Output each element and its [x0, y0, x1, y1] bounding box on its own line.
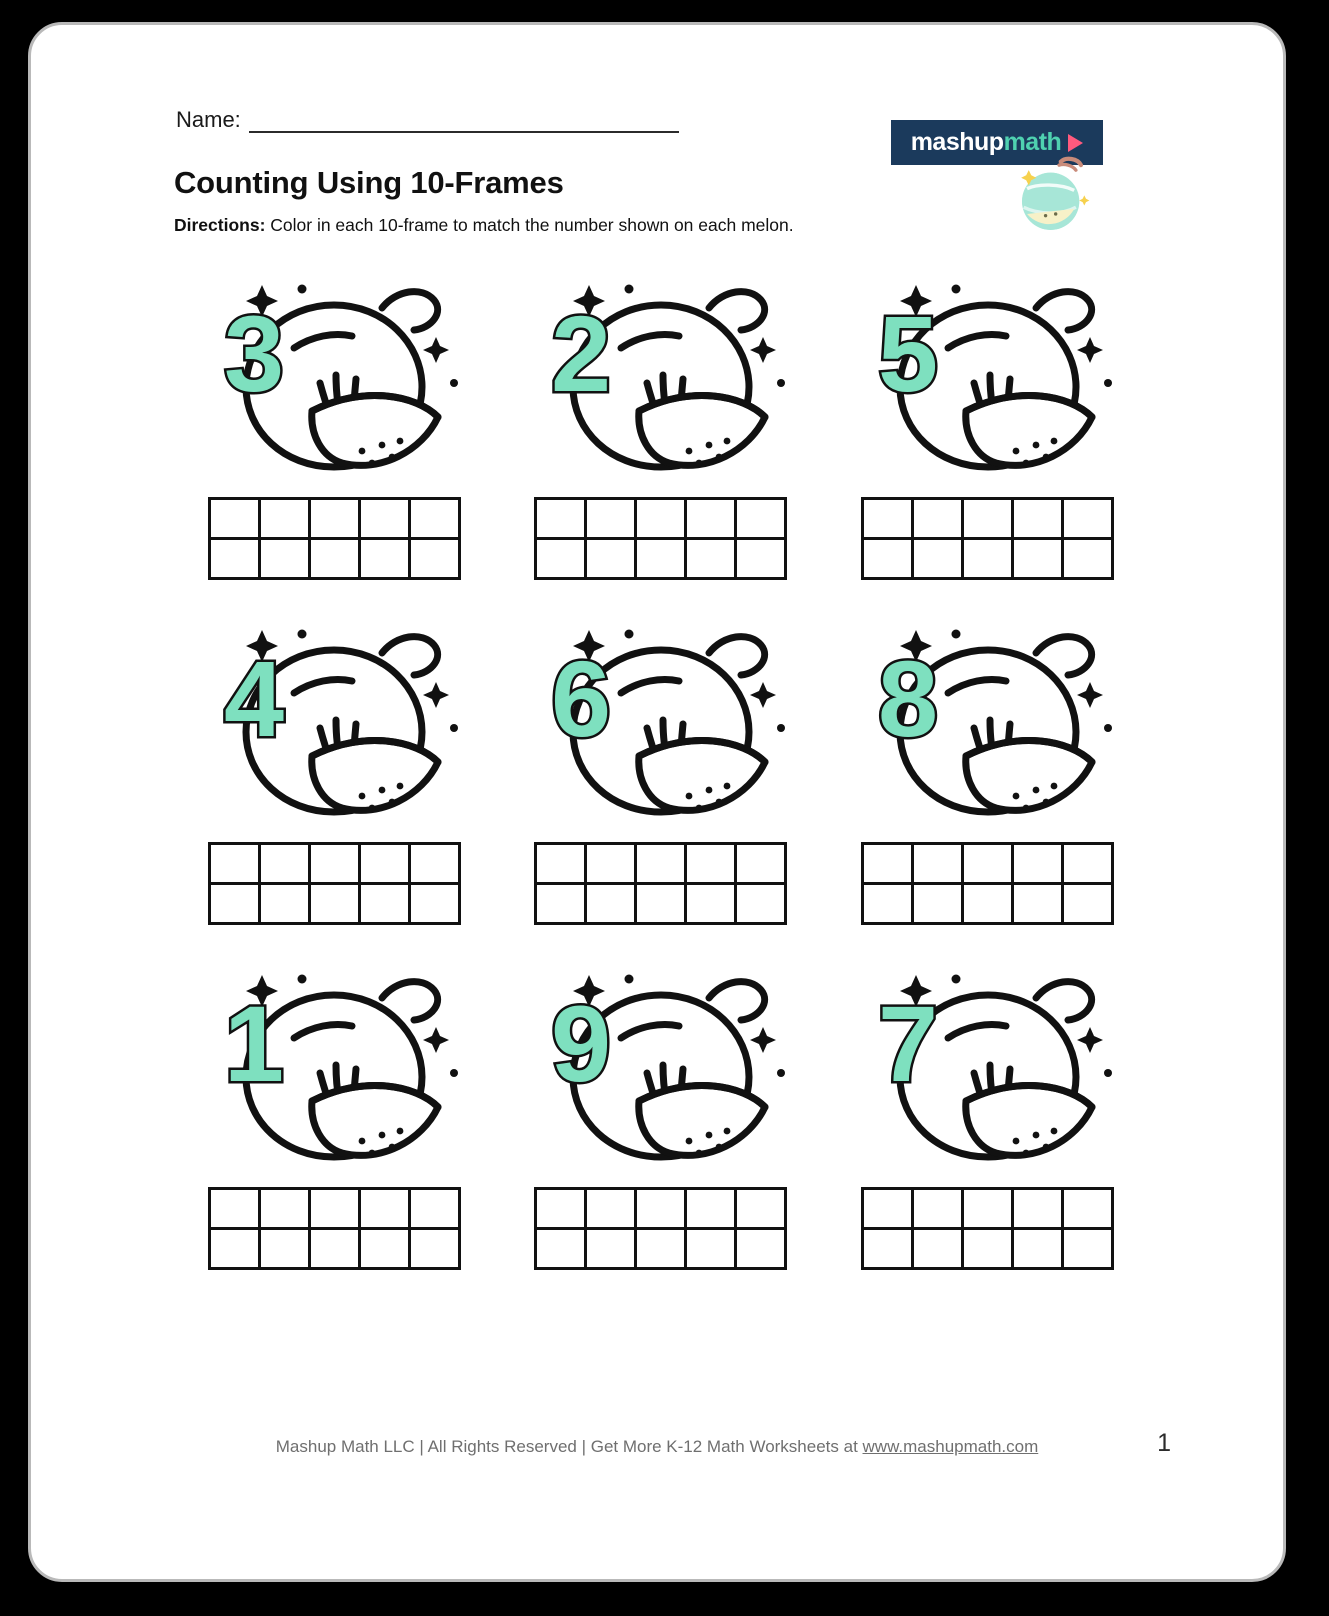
ten-frame-cell[interactable] — [361, 885, 411, 925]
melon-illustration — [511, 608, 811, 838]
ten-frame-cell[interactable] — [361, 1230, 411, 1270]
ten-frame-cell[interactable] — [211, 500, 261, 540]
melon-number: 6 — [550, 638, 612, 759]
ten-frame-cell[interactable] — [587, 500, 637, 540]
brand-logo[interactable] — [891, 103, 1131, 243]
page-number: 1 — [1157, 1429, 1171, 1457]
ten-frame-cell[interactable] — [964, 1190, 1014, 1230]
ten-frame-cell[interactable] — [914, 885, 964, 925]
ten-frame-cell[interactable] — [587, 1190, 637, 1230]
logo-text-mashup: mashup — [910, 128, 1004, 156]
ten-frame-cell[interactable] — [1064, 1230, 1114, 1270]
ten-frame-cell[interactable] — [1014, 500, 1064, 540]
melon-number: 1 — [224, 983, 285, 1104]
ten-frame-cell[interactable] — [1064, 885, 1114, 925]
problem-cell — [824, 263, 1151, 580]
ten-frame-cell[interactable] — [311, 540, 361, 580]
ten-frame-cell[interactable] — [914, 540, 964, 580]
problem-cell — [171, 608, 498, 925]
problem-cell — [171, 953, 498, 1270]
melon-illustration — [838, 953, 1138, 1183]
logo-text — [911, 128, 1062, 157]
worksheet-sheet — [31, 25, 1283, 1579]
ten-frame-cell[interactable] — [687, 500, 737, 540]
ten-frame-cell[interactable] — [311, 845, 361, 885]
ten-frame-cell[interactable] — [1014, 540, 1064, 580]
ten-frame-cell[interactable] — [361, 1190, 411, 1230]
melon-number: 7 — [877, 983, 938, 1104]
ten-frame-cell[interactable] — [637, 1230, 687, 1270]
ten-frame-cell[interactable] — [737, 1230, 787, 1270]
problems-grid — [171, 263, 1151, 1270]
ten-frame-cell[interactable] — [964, 885, 1014, 925]
globe-watermelon-icon — [1011, 155, 1097, 235]
melon-illustration — [511, 953, 811, 1183]
ten-frame-cell[interactable] — [1064, 540, 1114, 580]
ten-frame-cell[interactable] — [914, 845, 964, 885]
ten-frame-cell[interactable] — [211, 1230, 261, 1270]
ten-frame-cell[interactable] — [311, 1190, 361, 1230]
ten-frame-cell[interactable] — [361, 500, 411, 540]
ten-frame-cell[interactable] — [687, 540, 737, 580]
ten-frame-cell[interactable] — [864, 1190, 914, 1230]
ten-frame[interactable] — [861, 497, 1114, 580]
ten-frame-cell[interactable] — [211, 540, 261, 580]
ten-frame-cell[interactable] — [864, 845, 914, 885]
ten-frame-cell[interactable] — [637, 540, 687, 580]
ten-frame-cell[interactable] — [687, 1190, 737, 1230]
directions-text: Color in each 10-frame to match the number shown on each melon. — [265, 215, 794, 235]
ten-frame-cell[interactable] — [587, 885, 637, 925]
ten-frame-cell[interactable] — [964, 500, 1014, 540]
melon-number: 5 — [877, 293, 938, 414]
melon-illustration — [184, 953, 484, 1183]
worksheet-page — [28, 22, 1286, 1582]
melon-number: 4 — [224, 638, 285, 759]
ten-frame-cell[interactable] — [411, 1230, 461, 1270]
melon-illustration — [511, 263, 811, 493]
ten-frame-cell[interactable] — [637, 500, 687, 540]
ten-frame-cell[interactable] — [411, 885, 461, 925]
ten-frame-cell[interactable] — [211, 845, 261, 885]
ten-frame-cell[interactable] — [1014, 845, 1064, 885]
ten-frame[interactable] — [534, 497, 787, 580]
melon-illustration — [838, 608, 1138, 838]
ten-frame-cell[interactable] — [864, 540, 914, 580]
ten-frame-cell[interactable] — [964, 540, 1014, 580]
problem-cell — [171, 263, 498, 580]
ten-frame[interactable] — [534, 1187, 787, 1270]
ten-frame-cell[interactable] — [311, 1230, 361, 1270]
ten-frame-cell[interactable] — [411, 1190, 461, 1230]
ten-frame-cell[interactable] — [1014, 885, 1064, 925]
ten-frame-cell[interactable] — [914, 1190, 964, 1230]
melon-number: 8 — [877, 638, 938, 759]
play-triangle-icon — [1068, 134, 1083, 152]
ten-frame-cell[interactable] — [964, 1230, 1014, 1270]
ten-frame[interactable] — [534, 842, 787, 925]
melon-illustration — [838, 263, 1138, 493]
ten-frame-cell[interactable] — [261, 500, 311, 540]
ten-frame-cell[interactable] — [537, 540, 587, 580]
melon-illustration — [184, 608, 484, 838]
ten-frame-cell[interactable] — [687, 885, 737, 925]
ten-frame-cell[interactable] — [537, 1230, 587, 1270]
ten-frame[interactable] — [208, 842, 461, 925]
ten-frame-cell[interactable] — [914, 500, 964, 540]
ten-frame-cell[interactable] — [587, 1230, 637, 1270]
problem-cell — [824, 953, 1151, 1270]
ten-frame-cell[interactable] — [261, 885, 311, 925]
ten-frame-cell[interactable] — [914, 1230, 964, 1270]
ten-frame-cell[interactable] — [1064, 500, 1114, 540]
ten-frame-cell[interactable] — [361, 845, 411, 885]
ten-frame-cell[interactable] — [261, 1190, 311, 1230]
problem-cell — [498, 953, 825, 1270]
ten-frame-cell[interactable] — [737, 885, 787, 925]
ten-frame-cell[interactable] — [411, 540, 461, 580]
ten-frame-cell[interactable] — [964, 845, 1014, 885]
ten-frame-cell[interactable] — [864, 885, 914, 925]
ten-frame[interactable] — [861, 1187, 1114, 1270]
ten-frame-cell[interactable] — [687, 1230, 737, 1270]
ten-frame-cell[interactable] — [737, 540, 787, 580]
ten-frame-cell[interactable] — [864, 500, 914, 540]
logo-text-math: math — [1003, 128, 1062, 156]
ten-frame[interactable] — [208, 1187, 461, 1270]
melon-number: 2 — [550, 293, 612, 414]
footer-text: Mashup Math LLC | All Rights Reserved | Get More K-12 Math Worksheets at — [275, 1437, 863, 1456]
ten-frame-cell[interactable] — [411, 845, 461, 885]
melon-illustration — [184, 263, 484, 493]
ten-frame-cell[interactable] — [637, 845, 687, 885]
ten-frame-cell[interactable] — [537, 500, 587, 540]
problem-cell — [824, 608, 1151, 925]
ten-frame-cell[interactable] — [211, 885, 261, 925]
ten-frame[interactable] — [861, 842, 1114, 925]
ten-frame-cell[interactable] — [1014, 1190, 1064, 1230]
ten-frame-cell[interactable] — [737, 845, 787, 885]
ten-frame[interactable] — [208, 497, 461, 580]
name-field-row — [176, 107, 679, 133]
footer-link[interactable]: www.mashupmath.com — [862, 1437, 1039, 1456]
ten-frame-cell[interactable] — [587, 845, 637, 885]
ten-frame-cell[interactable] — [311, 500, 361, 540]
ten-frame-cell[interactable] — [737, 500, 787, 540]
ten-frame-cell[interactable] — [587, 540, 637, 580]
melon-number: 3 — [224, 293, 285, 414]
footer — [31, 1437, 1283, 1457]
problem-cell — [498, 608, 825, 925]
ten-frame-cell[interactable] — [1014, 1230, 1064, 1270]
melon-number: 9 — [550, 983, 612, 1104]
ten-frame-cell[interactable] — [211, 1190, 261, 1230]
directions-label: Directions: — [174, 215, 266, 235]
ten-frame-cell[interactable] — [687, 845, 737, 885]
ten-frame-cell[interactable] — [737, 1190, 787, 1230]
ten-frame-cell[interactable] — [411, 500, 461, 540]
ten-frame-cell[interactable] — [261, 540, 311, 580]
name-label: Name: — [176, 107, 241, 132]
page-title: Counting Using 10-Frames — [174, 165, 564, 200]
name-input-line[interactable] — [249, 111, 679, 133]
directions — [174, 215, 794, 236]
ten-frame-cell[interactable] — [311, 885, 361, 925]
problem-cell — [498, 263, 825, 580]
ten-frame-cell[interactable] — [637, 885, 687, 925]
ten-frame-cell[interactable] — [637, 1190, 687, 1230]
ten-frame-cell[interactable] — [537, 845, 587, 885]
ten-frame-cell[interactable] — [261, 1230, 311, 1270]
ten-frame-cell[interactable] — [361, 540, 411, 580]
ten-frame-cell[interactable] — [261, 845, 311, 885]
ten-frame-cell[interactable] — [1064, 845, 1114, 885]
ten-frame-cell[interactable] — [1064, 1190, 1114, 1230]
ten-frame-cell[interactable] — [537, 885, 587, 925]
ten-frame-cell[interactable] — [537, 1190, 587, 1230]
ten-frame-cell[interactable] — [864, 1230, 914, 1270]
